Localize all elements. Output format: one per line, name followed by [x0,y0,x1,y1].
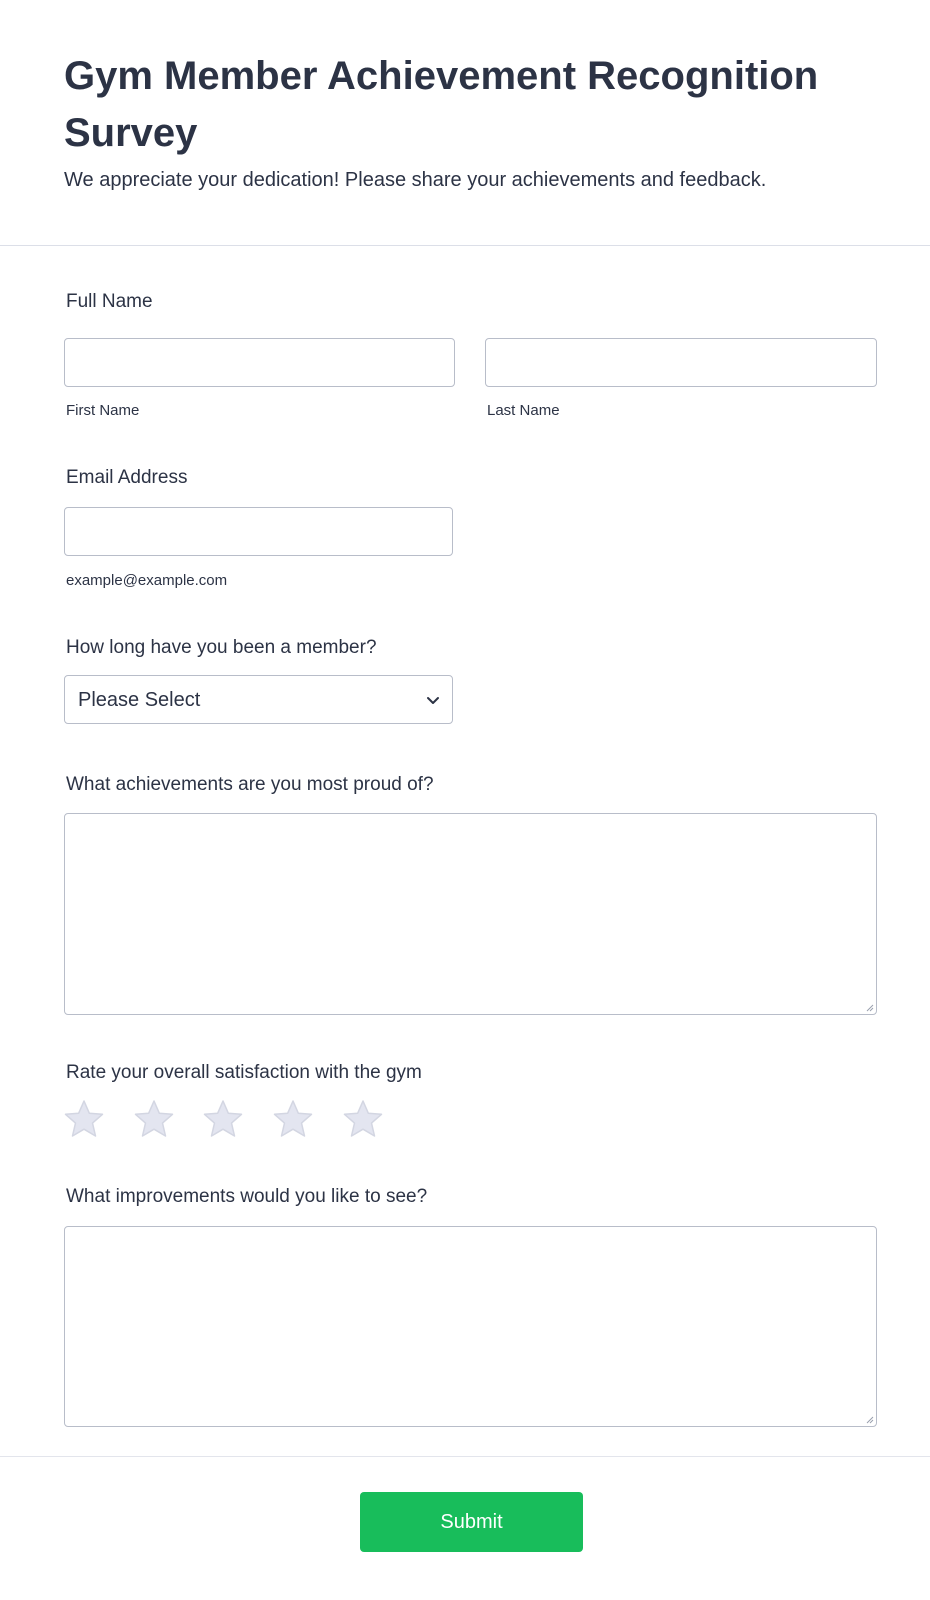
resize-grip-icon[interactable] [864,1414,874,1424]
membership-label: How long have you been a member? [66,637,377,658]
page-title: Gym Member Achievement Recognition Survey [64,54,819,155]
submit-button[interactable]: Submit [360,1492,583,1552]
achievements-textarea[interactable] [64,813,877,1015]
star-icon-4[interactable] [272,1098,314,1140]
rating-label: Rate your overall satisfaction with the gym [66,1062,422,1083]
star-icon-1[interactable] [63,1098,105,1140]
improvements-textarea[interactable] [64,1226,877,1427]
chevron-down-icon [426,693,440,707]
form-header [0,0,930,246]
email-sublabel: example@example.com [66,572,228,589]
full-name-label: Full Name [66,291,153,312]
star-icon-3[interactable] [202,1098,244,1140]
membership-select[interactable] [64,675,453,724]
achievements-label: What achievements are you most proud of? [66,774,434,795]
last-name-sublabel: Last Name [487,402,560,419]
first-name-input[interactable] [64,338,455,387]
resize-grip-icon[interactable] [864,1002,874,1012]
email-input[interactable] [64,507,453,556]
page-subtitle: We appreciate your dedication! Please share your achievements and feedback. [64,169,767,191]
last-name-input[interactable] [485,338,877,387]
first-name-sublabel: First Name [66,402,140,419]
star-rating[interactable] [63,1098,393,1142]
membership-select-value: Please Select [78,689,201,711]
star-icon-2[interactable] [133,1098,175,1140]
improvements-label: What improvements would you like to see? [66,1186,428,1207]
email-label: Email Address [66,467,188,488]
star-icon-5[interactable] [342,1098,384,1140]
